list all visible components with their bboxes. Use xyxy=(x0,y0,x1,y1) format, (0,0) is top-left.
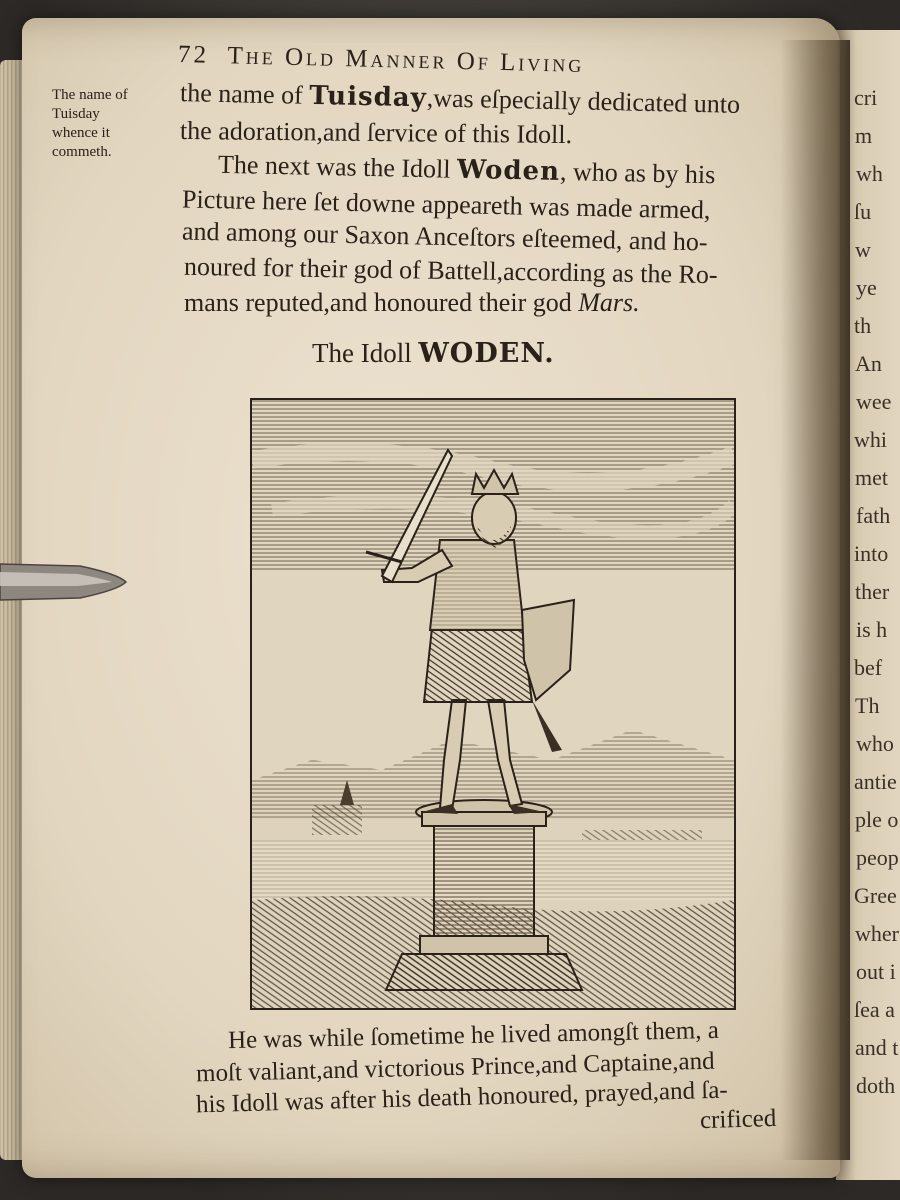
facing-page-fragment: fath xyxy=(856,503,891,528)
body-line-4: Picture here ſet downe appeareth was made armed, xyxy=(181,184,711,225)
facing-page-fragment: m xyxy=(855,123,873,148)
running-title: The Old Manner Of Living xyxy=(227,42,585,78)
facing-page-fragment: bef xyxy=(854,655,883,680)
margin-note-line: commeth. xyxy=(52,144,112,160)
margin-note xyxy=(52,86,172,162)
facing-page-fragment: who xyxy=(856,731,894,756)
facing-page-fragment: ple o xyxy=(855,807,899,832)
facing-page-fragment: An xyxy=(855,351,882,376)
bottom-line-1: He was while ſometime he lived amongſt them, a xyxy=(227,1016,720,1055)
facing-page-fragment: w xyxy=(855,237,871,262)
margin-note-line: whence it xyxy=(52,125,110,141)
facing-page-fragment: wh xyxy=(856,161,883,186)
text-run: , who as by his xyxy=(559,156,716,190)
facing-page-fragment: wher xyxy=(855,921,899,946)
bottom-line-2: moſt valiant,and victorious Prince,and Captaine,and xyxy=(195,1047,715,1088)
facing-page-fragment: ye xyxy=(856,275,877,300)
facing-page-fragment: ſea a xyxy=(854,997,895,1022)
caption-prefix: The Idoll xyxy=(312,338,419,368)
bottom-line-4: crificed xyxy=(699,1104,777,1135)
italic-word: Mars. xyxy=(578,288,640,317)
text-run: The next was the Idoll xyxy=(217,149,458,184)
facing-page-fragment: doth xyxy=(856,1073,896,1098)
illustration-caption xyxy=(312,338,555,369)
facing-page-fragment: Th xyxy=(855,693,880,718)
facing-page-fragment: wee xyxy=(856,389,892,414)
facing-page-fragment: antie xyxy=(854,769,897,794)
facing-page-fragment: th xyxy=(854,313,872,338)
gutter-shadow xyxy=(780,40,850,1160)
facing-page-fragment: is h xyxy=(856,617,888,642)
blackletter-word: Woden xyxy=(456,154,561,187)
body-line-5: and among our Saxon Anceſtors eſteemed, and ho- xyxy=(181,216,708,257)
text-run: mans reputed,and honoured their god xyxy=(184,288,579,317)
facing-page-fragment: ther xyxy=(855,579,890,604)
margin-note-line: Tuisday xyxy=(52,106,100,122)
body-line-2: the adoration,and ſervice of this Idoll. xyxy=(179,115,573,150)
body-line-6: noured for their god of Battell,according as the Ro- xyxy=(183,251,718,290)
margin-note-line: The name of xyxy=(52,87,128,103)
page-holder-knife xyxy=(0,552,128,610)
facing-page-fragment: whi xyxy=(854,427,887,452)
engraving-art xyxy=(252,400,734,1008)
caption-name: WODEN. xyxy=(418,338,555,369)
facing-page-fragment: ſu xyxy=(854,199,872,224)
text-run: ,was eſpecially dedicated unto xyxy=(426,83,741,119)
facing-page-fragment: and t xyxy=(855,1035,899,1060)
facing-page-fragment: peop xyxy=(856,845,899,870)
page-number: 72 xyxy=(177,41,210,69)
facing-page-fragment: cri xyxy=(854,85,878,110)
woden-engraving xyxy=(250,398,736,1010)
body-line-7 xyxy=(184,288,640,318)
facing-page-fragment: met xyxy=(855,465,888,490)
bottom-line-3: his Idoll was after his death honoured, prayed,and ſa- xyxy=(195,1076,729,1119)
facing-page-fragment: into xyxy=(854,541,889,566)
facing-page-fragment: out i xyxy=(856,959,896,984)
text-run: the name of xyxy=(179,78,310,110)
blackletter-word: Tuisday xyxy=(308,80,428,114)
facing-page-fragment: Gree xyxy=(854,883,897,908)
